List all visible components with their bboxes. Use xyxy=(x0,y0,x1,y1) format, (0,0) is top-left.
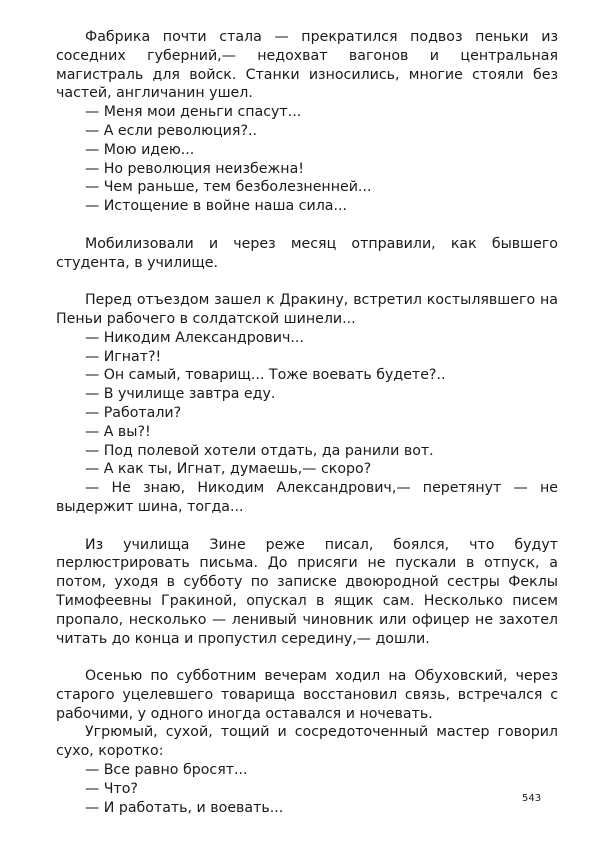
dialogue-line: — Чем раньше, тем безболезненней... xyxy=(85,179,372,196)
paragraph-gap xyxy=(56,216,558,235)
paragraph: Угрюмый, сухой, тощий и сосредоточенный мастер говорил сухо, коротко: xyxy=(56,724,558,760)
dialogue-line: — Не знаю, Никодим Александрович,— перетянут — не выдержит шина, тогда... xyxy=(56,480,558,515)
dialogue-line: — Что? xyxy=(85,780,138,797)
dialogue-line: — Но революция неизбежна! xyxy=(85,160,304,177)
dialogue-line: — Все равно бросят... xyxy=(85,762,248,779)
dialogue-line: — Истощение в войне наша сила... xyxy=(85,198,347,215)
paragraph-gap xyxy=(56,517,558,536)
paragraph: Осенью по субботним вечерам ходил на Обуховский, через старого уцелевшего товарища восстановил связь, встречался с рабочими, у одного иногда оставался и ночевать. xyxy=(56,668,558,722)
paragraph: Фабрика почти стала — прекратился подвоз пеньки из соседних губерний,— недохват вагонов и центральная магистраль для войск. Станки износились, многие стояли без частей, англичанин ушел. xyxy=(56,29,558,102)
dialogue-line: — Под полевой хотели отдать, да ранили вот. xyxy=(85,442,434,459)
paragraph-gap xyxy=(56,648,558,667)
page-number: 543 xyxy=(522,793,542,804)
dialogue-line: — Работали? xyxy=(85,404,182,421)
book-page-text xyxy=(56,28,558,817)
paragraph: Мобилизовали и через месяц отправили, как бывшего студента, в училище. xyxy=(56,235,558,271)
dialogue-line: — В училище завтра еду. xyxy=(85,386,276,403)
dialogue-line: — А если революция?.. xyxy=(85,122,257,139)
paragraph: Из училища Зине реже писал, боялся, что будут перлюстрировать письма. До присяги не пускали в отпуск, а потом, уходя в субботу по записке двоюродной сестры Феклы Тимофеевны Гракиной, опускал в ящик сам. Несколько писем пропало, несколько — ленивый чиновник или офицер не захотел читать до конца и пропустил середину,— дошли. xyxy=(56,536,558,647)
dialogue-line: — А вы?! xyxy=(85,423,151,440)
dialogue-line: — И работать, и воевать... xyxy=(85,799,284,816)
paragraph: Перед отъездом зашел к Дракину, встретил костылявшего на Пеньи рабочего в солдатской шинели... xyxy=(56,292,558,327)
paragraph-gap xyxy=(56,272,558,291)
dialogue-line: — Меня мои деньги спасут... xyxy=(85,104,302,121)
dialogue-line: — Никодим Александрович... xyxy=(85,329,304,346)
dialogue-line: — А как ты, Игнат, думаешь,— скоро? xyxy=(85,461,372,478)
dialogue-line: — Игнат?! xyxy=(85,348,162,365)
dialogue-line: — Мою идею... xyxy=(85,141,195,158)
dialogue-line: — Он самый, товарищ... Тоже воевать будете?.. xyxy=(85,367,446,384)
